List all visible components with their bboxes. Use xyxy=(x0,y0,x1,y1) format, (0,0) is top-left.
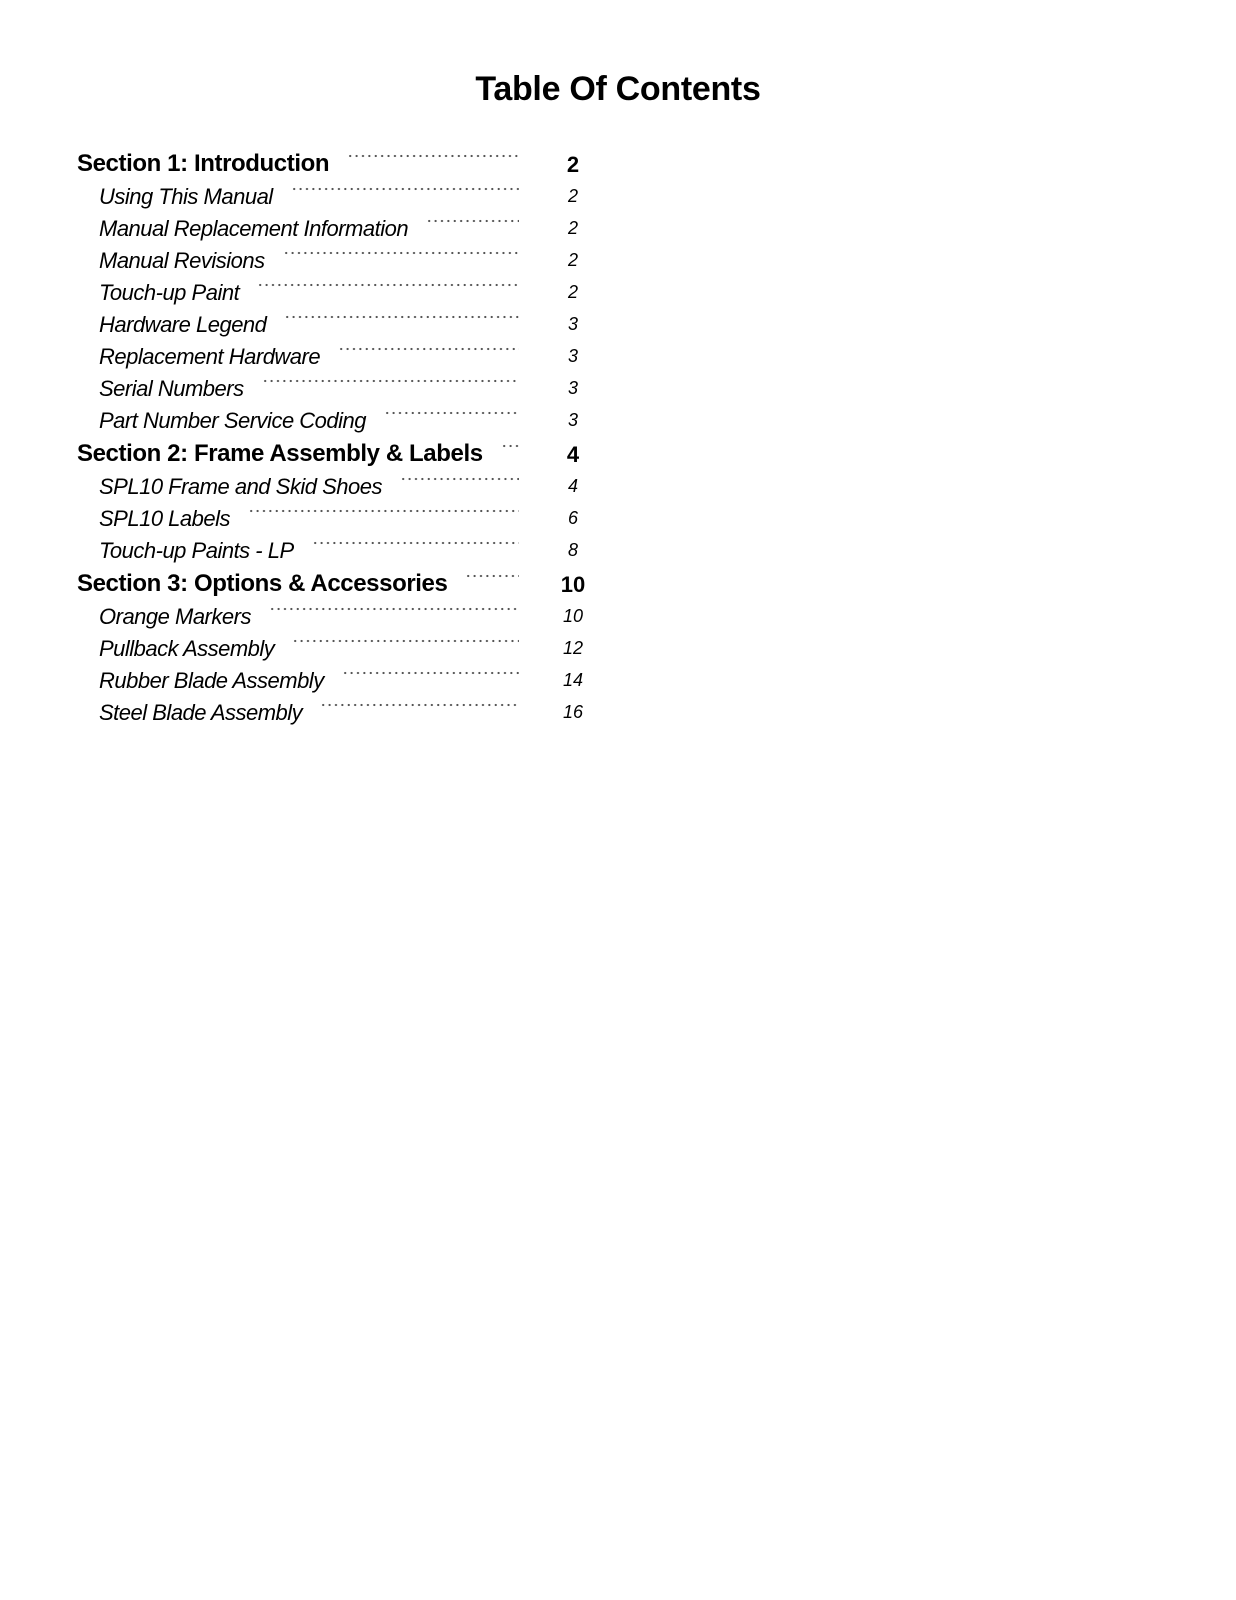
toc-page-number: 14 xyxy=(562,670,584,691)
dot-leader xyxy=(426,219,519,223)
toc-section-title: Section 3: Options & Accessories xyxy=(77,569,448,597)
toc-entry[interactable] xyxy=(77,340,597,372)
toc-entry[interactable] xyxy=(77,664,597,696)
dot-leader xyxy=(283,251,519,255)
table-of-contents xyxy=(77,146,597,728)
dot-leader xyxy=(465,574,519,578)
toc-entry[interactable] xyxy=(77,600,597,632)
toc-entry-title: Part Number Service Coding xyxy=(99,407,367,433)
dot-leader xyxy=(248,509,519,513)
toc-page-number: 8 xyxy=(567,540,578,561)
toc-page-number: 2 xyxy=(566,151,580,177)
toc-section-title: Section 2: Frame Assembly & Labels xyxy=(77,439,483,467)
toc-entry-title: Manual Revisions xyxy=(99,247,265,273)
toc-section-frame-assembly[interactable] xyxy=(77,436,597,470)
toc-page-number: 2 xyxy=(567,282,578,303)
toc-entry-title: Touch-up Paint xyxy=(99,279,240,305)
toc-entry-title: SPL10 Frame and Skid Shoes xyxy=(99,473,382,499)
dot-leader xyxy=(400,477,519,481)
toc-entry[interactable] xyxy=(77,212,597,244)
toc-entry[interactable] xyxy=(77,696,597,728)
toc-entry-title: Hardware Legend xyxy=(99,311,267,337)
toc-entry-title: Serial Numbers xyxy=(99,375,244,401)
dot-leader xyxy=(501,444,519,448)
dot-leader xyxy=(269,607,519,611)
toc-page-number: 2 xyxy=(567,250,578,271)
toc-page-number: 16 xyxy=(562,702,584,723)
toc-section-options-accessories[interactable] xyxy=(77,566,597,600)
toc-page-number: 10 xyxy=(562,606,584,627)
toc-page-number: 6 xyxy=(567,508,578,529)
toc-page-number: 3 xyxy=(567,346,578,367)
toc-page-number: 12 xyxy=(562,638,584,659)
toc-entry[interactable] xyxy=(77,244,597,276)
dot-leader xyxy=(257,283,519,287)
toc-entry[interactable] xyxy=(77,372,597,404)
toc-entry[interactable] xyxy=(77,276,597,308)
toc-page-number: 3 xyxy=(567,314,578,335)
toc-entry[interactable] xyxy=(77,534,597,566)
toc-entry[interactable] xyxy=(77,632,597,664)
dot-leader xyxy=(292,639,519,643)
dot-leader xyxy=(338,347,519,351)
toc-section-introduction[interactable] xyxy=(77,146,597,180)
toc-page-number: 4 xyxy=(567,476,578,497)
dot-leader xyxy=(291,187,519,191)
toc-entry[interactable] xyxy=(77,180,597,212)
toc-entry-title: Using This Manual xyxy=(99,183,273,209)
toc-entry-title: Orange Markers xyxy=(99,603,251,629)
toc-page-number: 3 xyxy=(567,410,578,431)
toc-entry[interactable] xyxy=(77,502,597,534)
toc-page-number: 2 xyxy=(567,218,578,239)
dot-leader xyxy=(262,379,519,383)
toc-entry-title: Steel Blade Assembly xyxy=(99,699,303,725)
toc-page-number: 2 xyxy=(567,186,578,207)
dot-leader xyxy=(312,541,519,545)
toc-page-number: 3 xyxy=(567,378,578,399)
dot-leader xyxy=(284,315,519,319)
dot-leader xyxy=(347,154,519,158)
toc-entry-title: Manual Replacement Information xyxy=(99,215,409,241)
toc-page-number: 4 xyxy=(566,441,580,467)
dot-leader xyxy=(320,703,519,707)
toc-entry-title: Rubber Blade Assembly xyxy=(99,667,324,693)
dot-leader xyxy=(342,671,519,675)
page-title: Table Of Contents xyxy=(475,70,761,108)
toc-page-number: 10 xyxy=(560,571,586,597)
dot-leader xyxy=(384,411,519,415)
toc-entry-title: Touch-up Paints - LP xyxy=(99,537,294,563)
toc-entry-title: Pullback Assembly xyxy=(99,635,275,661)
toc-entry[interactable] xyxy=(77,470,597,502)
toc-entry-title: Replacement Hardware xyxy=(99,343,321,369)
toc-entry[interactable] xyxy=(77,308,597,340)
toc-section-title: Section 1: Introduction xyxy=(77,149,330,177)
toc-entry[interactable] xyxy=(77,404,597,436)
toc-entry-title: SPL10 Labels xyxy=(99,505,230,531)
